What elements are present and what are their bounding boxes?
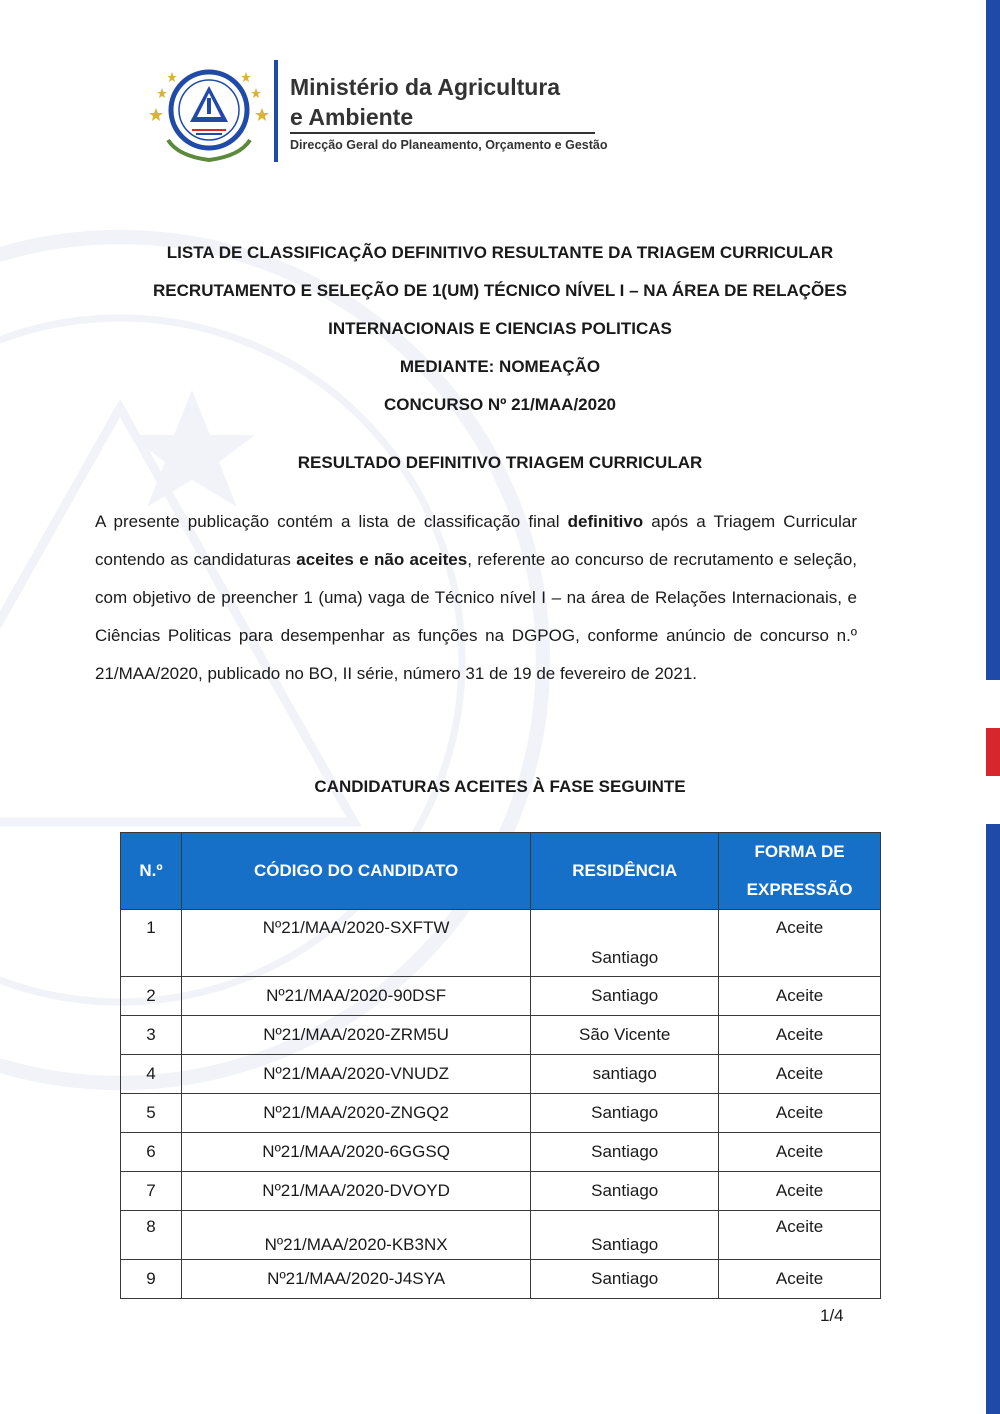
cell-num: 7 xyxy=(121,1172,182,1211)
document-title xyxy=(95,234,905,424)
header-form-line1: FORMA DE xyxy=(754,842,845,861)
cell-status: Aceite xyxy=(719,1172,881,1211)
cell-residence: Santiago xyxy=(531,977,719,1016)
table-heading: CANDIDATURAS ACEITES À FASE SEGUINTE xyxy=(314,777,686,796)
cell-status: Aceite xyxy=(719,1211,881,1260)
letterhead-divider xyxy=(274,60,278,162)
page-number: 1/4 xyxy=(820,1306,844,1325)
title-line-3: INTERNACIONAIS E CIENCIAS POLITICAS xyxy=(328,319,672,338)
para-text-3: , referente ao concurso de recrutamento e seleção, com objetivo de preencher 1 (uma) vaga de Técnico nível I – na área de Relações Internacionais, e Ciências Politicas para desempenhar as funções na DGPOG, conforme anúncio de concurso n.º 21/MAA/2020, publicado no BO, II série, número 31 de 19 de fevereiro de 2021. xyxy=(95,550,857,683)
table-header-row xyxy=(121,833,881,910)
cell-num: 1 xyxy=(121,910,182,977)
cell-num: 9 xyxy=(121,1260,182,1299)
cell-code: Nº21/MAA/2020-KB3NX xyxy=(181,1211,530,1260)
para-text-2: após a Triagem Curricular contendo as candidaturas xyxy=(95,512,857,569)
table-row xyxy=(121,910,881,977)
cell-num: 8 xyxy=(121,1211,182,1260)
cell-code: Nº21/MAA/2020-J4SYA xyxy=(181,1260,530,1299)
cell-residence: Santiago xyxy=(531,1094,719,1133)
cell-residence: Santiago xyxy=(531,1260,719,1299)
header-form-line2: EXPRESSÃO xyxy=(746,880,853,899)
cell-status: Aceite xyxy=(719,910,881,977)
header-residence: RESIDÊNCIA xyxy=(531,833,719,910)
title-line-2: RECRUTAMENTO E SELEÇÃO DE 1(UM) TÉCNICO NÍVEL I – NA ÁREA DE RELAÇÕES xyxy=(153,281,847,300)
title-line-1: LISTA DE CLASSIFICAÇÃO DEFINITIVO RESULTANTE DA TRIAGEM CURRICULAR xyxy=(166,243,834,262)
cell-code: Nº21/MAA/2020-ZRM5U xyxy=(181,1016,530,1055)
cell-status: Aceite xyxy=(719,1016,881,1055)
para-bold-aceites: aceites e não aceites xyxy=(296,550,468,569)
cell-status: Aceite xyxy=(719,1055,881,1094)
cell-status: Aceite xyxy=(719,1260,881,1299)
table-row xyxy=(121,1094,881,1133)
cell-residence: São Vicente xyxy=(531,1016,719,1055)
cell-residence: Santiago xyxy=(531,1133,719,1172)
side-accent-red xyxy=(986,728,1000,776)
coat-of-arms-icon xyxy=(148,60,270,166)
cell-residence: Santiago xyxy=(531,1172,719,1211)
cell-code: Nº21/MAA/2020-ZNGQ2 xyxy=(181,1094,530,1133)
table-row xyxy=(121,1055,881,1094)
cell-code: Nº21/MAA/2020-90DSF xyxy=(181,977,530,1016)
cell-code: Nº21/MAA/2020-VNUDZ xyxy=(181,1055,530,1094)
cell-residence: Santiago xyxy=(531,910,719,977)
cell-code: Nº21/MAA/2020-6GGSQ xyxy=(181,1133,530,1172)
intro-paragraph xyxy=(95,503,857,693)
side-accent-blue-top xyxy=(986,0,1000,680)
cell-code: Nº21/MAA/2020-SXFTW xyxy=(181,910,530,977)
letterhead xyxy=(148,58,668,168)
cell-residence: Santiago xyxy=(531,1211,719,1260)
cell-num: 5 xyxy=(121,1094,182,1133)
cell-status: Aceite xyxy=(719,977,881,1016)
cell-status: Aceite xyxy=(719,1133,881,1172)
table-row xyxy=(121,1133,881,1172)
table-row xyxy=(121,1211,881,1260)
table-row xyxy=(121,1016,881,1055)
ministry-name-line2: e Ambiente xyxy=(290,104,414,130)
table-row xyxy=(121,1172,881,1211)
para-bold-definitivo: definitivo xyxy=(567,512,644,531)
result-heading: RESULTADO DEFINITIVO TRIAGEM CURRICULAR xyxy=(297,453,703,472)
header-num: N.º xyxy=(121,833,182,910)
ministry-name: Ministério da Agricultura xyxy=(290,74,561,100)
title-line-5: CONCURSO Nº 21/MAA/2020 xyxy=(384,395,616,414)
directorate-name: Direcção Geral do Planeamento, Orçamento e Gestão xyxy=(290,138,608,152)
para-text-1: A presente publicação contém a lista de classificação final xyxy=(95,512,568,531)
side-accent-blue-bottom xyxy=(986,824,1000,1414)
header-code: CÓDIGO DO CANDIDATO xyxy=(181,833,530,910)
title-line-4: MEDIANTE: NOMEAÇÃO xyxy=(399,357,601,376)
cell-status: Aceite xyxy=(719,1094,881,1133)
cell-num: 4 xyxy=(121,1055,182,1094)
header-form xyxy=(719,833,881,910)
table-row xyxy=(121,1260,881,1299)
cell-num: 2 xyxy=(121,977,182,1016)
candidates-table xyxy=(120,832,881,1299)
cell-code: Nº21/MAA/2020-DVOYD xyxy=(181,1172,530,1211)
cell-num: 6 xyxy=(121,1133,182,1172)
ministry-underline xyxy=(290,132,595,134)
cell-residence: santiago xyxy=(531,1055,719,1094)
cell-num: 3 xyxy=(121,1016,182,1055)
table-row xyxy=(121,977,881,1016)
